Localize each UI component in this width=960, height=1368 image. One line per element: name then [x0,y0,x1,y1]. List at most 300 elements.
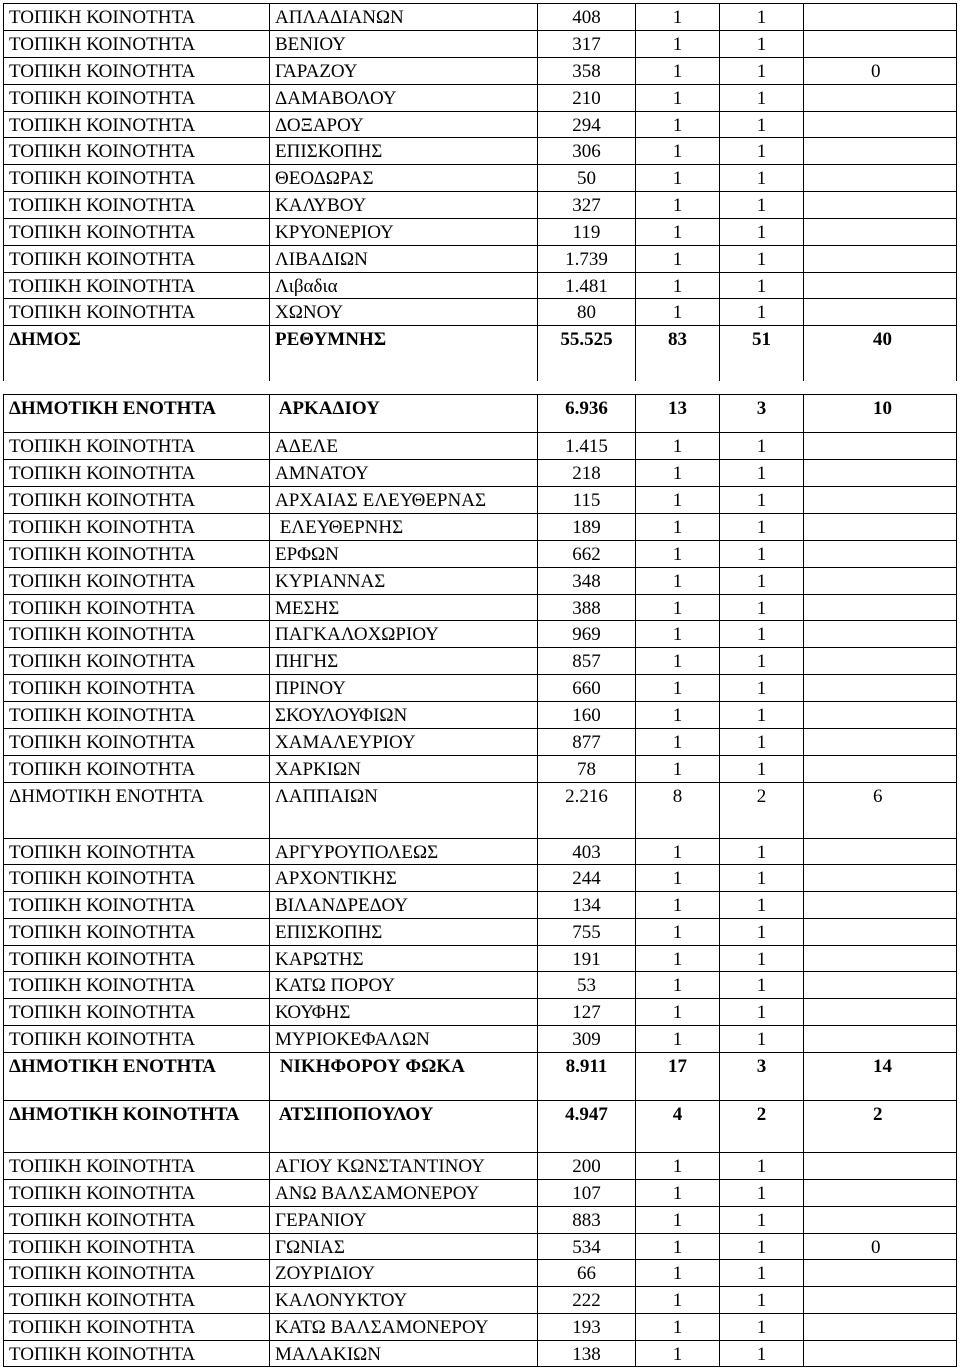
cell-value-b: 1 [720,729,804,755]
cell-type: ΤΟΠΙΚΗ ΚΟΙΝΟΤΗΤΑ [3,299,270,325]
cell-name: ΔΟΞΑΡΟΥ [270,112,538,138]
cell-name: ΓΑΡΑΖΟΥ [270,58,538,84]
cell-value-c: 14 [804,1053,957,1100]
cell-value-c: 0 [804,1234,957,1260]
cell-type: ΔΗΜΟΤΙΚΗ ΕΝΟΤΗΤΑ [3,1053,270,1100]
cell-value-b: 1 [720,1314,804,1340]
cell-value-a: 1 [636,1341,720,1366]
table-row [3,838,957,865]
cell-value-a: 1 [636,514,720,540]
table-row [3,513,957,540]
cell-type: ΤΟΠΙΚΗ ΚΟΙΝΟΤΗΤΑ [3,648,270,674]
cell-value-b: 3 [720,395,804,432]
cell-population: 138 [538,1341,636,1366]
cell-name: ΕΡΦΩΝ [270,541,538,567]
table-row [3,1100,957,1152]
cell-value-a: 1 [636,839,720,865]
cell-value-c: 0 [804,58,957,84]
cell-type: ΤΟΠΙΚΗ ΚΟΙΝΟΤΗΤΑ [3,1287,270,1313]
cell-population: 244 [538,865,636,891]
table-row [3,864,957,891]
cell-value-c [804,433,957,459]
table-row [3,594,957,621]
cell-name: ΡΕΘΥΜΝΗΣ [270,326,538,381]
cell-value-b: 1 [720,568,804,594]
cell-value-a: 1 [636,675,720,701]
table-row [3,1286,957,1313]
cell-value-a: 1 [636,112,720,138]
cell-population: 348 [538,568,636,594]
table-row [3,1052,957,1100]
cell-name: ΧΑΡΚΙΩΝ [270,756,538,782]
cell-value-a: 1 [636,1180,720,1206]
cell-value-a: 4 [636,1101,720,1152]
table-row [3,218,957,245]
cell-value-c [804,1026,957,1052]
cell-type: ΤΟΠΙΚΗ ΚΟΙΝΟΤΗΤΑ [3,1341,270,1366]
cell-population: 857 [538,648,636,674]
cell-type: ΤΟΠΙΚΗ ΚΟΙΝΟΤΗΤΑ [3,192,270,218]
table-row [3,459,957,486]
cell-type: ΔΗΜΟΤΙΚΗ ΚΟΙΝΟΤΗΤΑ [3,1101,270,1152]
table-row [3,782,957,838]
cell-type: ΤΟΠΙΚΗ ΚΟΙΝΟΤΗΤΑ [3,972,270,998]
cell-population: 4.947 [538,1101,636,1152]
cell-value-c [804,85,957,111]
cell-value-a: 1 [636,648,720,674]
cell-value-b: 1 [720,433,804,459]
cell-value-c [804,756,957,782]
cell-value-b: 1 [720,946,804,972]
cell-name: ΔΑΜΑΒΟΛΟΥ [270,85,538,111]
cell-type: ΤΟΠΙΚΗ ΚΟΙΝΟΤΗΤΑ [3,999,270,1025]
cell-value-b: 1 [720,541,804,567]
cell-type: ΤΟΠΙΚΗ ΚΟΙΝΟΤΗΤΑ [3,568,270,594]
cell-type: ΤΟΠΙΚΗ ΚΟΙΝΟΤΗΤΑ [3,4,270,30]
cell-value-c [804,487,957,513]
table-row [3,298,957,325]
cell-value-c [804,892,957,918]
cell-value-a: 1 [636,219,720,245]
cell-population: 327 [538,192,636,218]
cell-population: 189 [538,514,636,540]
cell-value-c: 6 [804,783,957,838]
cell-value-a: 1 [636,1287,720,1313]
cell-value-a: 1 [636,1153,720,1179]
cell-name: ΒΕΝΙΟΥ [270,31,538,57]
cell-value-c [804,729,957,755]
cell-value-a: 1 [636,541,720,567]
cell-value-a: 1 [636,4,720,30]
cell-population: 358 [538,58,636,84]
table-row [3,191,957,218]
cell-value-c [804,675,957,701]
cell-population: 119 [538,219,636,245]
cell-type: ΤΟΠΙΚΗ ΚΟΙΝΟΤΗΤΑ [3,31,270,57]
cell-value-a: 1 [636,1207,720,1233]
cell-value-c [804,112,957,138]
cell-population: 66 [538,1260,636,1286]
cell-name: ΠΡΙΝΟΥ [270,675,538,701]
cell-name: ΚΟΥΦΗΣ [270,999,538,1025]
cell-value-a: 1 [636,246,720,272]
cell-value-b: 1 [720,1341,804,1366]
table-row [3,1259,957,1286]
cell-name: ΝΙΚΗΦΟΡΟΥ ΦΩΚΑ [270,1053,538,1100]
cell-value-a: 13 [636,395,720,432]
cell-value-b: 1 [720,165,804,191]
cell-name: ΓΕΡΑΝΙΟΥ [270,1207,538,1233]
cell-name: ΣΚΟΥΛΟΥΦΙΩΝ [270,702,538,728]
cell-value-b: 1 [720,1287,804,1313]
cell-name: ΜΕΣΗΣ [270,595,538,621]
table-row [3,728,957,755]
cell-value-b: 1 [720,4,804,30]
cell-value-a: 1 [636,702,720,728]
cell-type: ΔΗΜΟΣ [3,326,270,381]
table-row [3,137,957,164]
cell-type: ΤΟΠΙΚΗ ΚΟΙΝΟΤΗΤΑ [3,246,270,272]
cell-population: 755 [538,919,636,945]
cell-type: ΤΟΠΙΚΗ ΚΟΙΝΟΤΗΤΑ [3,487,270,513]
cell-value-b: 1 [720,1207,804,1233]
cell-value-c [804,865,957,891]
table-row [3,432,957,459]
cell-value-b: 1 [720,865,804,891]
table-row [3,674,957,701]
cell-value-a: 1 [636,999,720,1025]
cell-name: ΛΙΒΑΔΙΩΝ [270,246,538,272]
cell-name: ΘΕΟΔΩΡΑΣ [270,165,538,191]
table-row [3,998,957,1025]
table-row [3,1206,957,1233]
cell-name: ΑΔΕΛΕ [270,433,538,459]
cell-value-b: 1 [720,273,804,299]
cell-value-a: 1 [636,487,720,513]
cell-value-c: 40 [804,326,957,381]
cell-name: ΧΑΜΑΛΕΥΡΙΟΥ [270,729,538,755]
cell-type: ΤΟΠΙΚΗ ΚΟΙΝΟΤΗΤΑ [3,1207,270,1233]
cell-value-b: 1 [720,58,804,84]
cell-population: 388 [538,595,636,621]
cell-value-c: 2 [804,1101,957,1152]
cell-type: ΤΟΠΙΚΗ ΚΟΙΝΟΤΗΤΑ [3,138,270,164]
cell-name: ΚΡΥΟΝΕΡΙΟΥ [270,219,538,245]
cell-value-a: 1 [636,299,720,325]
table-row [3,84,957,111]
cell-value-b: 1 [720,756,804,782]
cell-type: ΤΟΠΙΚΗ ΚΟΙΝΟΤΗΤΑ [3,702,270,728]
cell-type: ΤΟΠΙΚΗ ΚΟΙΝΟΤΗΤΑ [3,621,270,647]
cell-value-c [804,1153,957,1179]
cell-type: ΤΟΠΙΚΗ ΚΟΙΝΟΤΗΤΑ [3,219,270,245]
cell-value-b: 1 [720,112,804,138]
table-row [3,755,957,782]
table-row [3,325,957,381]
cell-value-c [804,1341,957,1366]
cell-value-b: 1 [720,919,804,945]
cell-population: 6.936 [538,395,636,432]
cell-value-a: 1 [636,621,720,647]
cell-value-b: 2 [720,783,804,838]
cell-value-b: 1 [720,31,804,57]
cell-value-a: 1 [636,433,720,459]
cell-value-c [804,702,957,728]
cell-population: 160 [538,702,636,728]
table-row [3,1152,957,1179]
cell-type: ΤΟΠΙΚΗ ΚΟΙΝΟΤΗΤΑ [3,273,270,299]
cell-value-c: 10 [804,395,957,432]
cell-value-c [804,972,957,998]
cell-value-a: 8 [636,783,720,838]
cell-type: ΤΟΠΙΚΗ ΚΟΙΝΟΤΗΤΑ [3,595,270,621]
cell-value-b: 3 [720,1053,804,1100]
cell-value-b: 1 [720,1153,804,1179]
cell-value-b: 1 [720,892,804,918]
cell-population: 53 [538,972,636,998]
table-row [3,111,957,138]
cell-name: ΕΠΙΣΚΟΠΗΣ [270,919,538,945]
cell-name: ΠΗΓΗΣ [270,648,538,674]
cell-name: ΑΤΣΙΠΟΠΟΥΛΟΥ [270,1101,538,1152]
cell-population: 134 [538,892,636,918]
cell-value-b: 1 [720,1026,804,1052]
table-row [3,1025,957,1052]
cell-population: 662 [538,541,636,567]
cell-name: ΑΠΛΑΔΙΑΝΩΝ [270,4,538,30]
cell-type: ΤΟΠΙΚΗ ΚΟΙΝΟΤΗΤΑ [3,839,270,865]
cell-type: ΤΟΠΙΚΗ ΚΟΙΝΟΤΗΤΑ [3,514,270,540]
cell-value-b: 1 [720,460,804,486]
cell-type: ΤΟΠΙΚΗ ΚΟΙΝΟΤΗΤΑ [3,865,270,891]
cell-name: ΜΥΡΙΟΚΕΦΑΛΩΝ [270,1026,538,1052]
cell-name: ΓΩΝΙΑΣ [270,1234,538,1260]
cell-population: 200 [538,1153,636,1179]
cell-type: ΤΟΠΙΚΗ ΚΟΙΝΟΤΗΤΑ [3,1314,270,1340]
cell-name: ΛΑΠΠΑΙΩΝ [270,783,538,838]
cell-value-b: 1 [720,85,804,111]
cell-population: 883 [538,1207,636,1233]
cell-population: 80 [538,299,636,325]
cell-value-c [804,1180,957,1206]
cell-name: ΚΑΛΟΝΥΚΤΟΥ [270,1287,538,1313]
cell-value-b: 1 [720,595,804,621]
cell-name: ΕΛΕΥΘΕΡΝΗΣ [270,514,538,540]
cell-value-b: 1 [720,1260,804,1286]
cell-name: ΚΑΤΩ ΠΟΡΟΥ [270,972,538,998]
cell-value-b: 1 [720,648,804,674]
cell-population: 107 [538,1180,636,1206]
table-row [3,1233,957,1260]
cell-population: 534 [538,1234,636,1260]
cell-type: ΤΟΠΙΚΗ ΚΟΙΝΟΤΗΤΑ [3,1260,270,1286]
cell-name: ΚΑΤΩ ΒΑΛΣΑΜΟΝΕΡΟΥ [270,1314,538,1340]
cell-name: ΚΑΡΩΤΗΣ [270,946,538,972]
cell-name: ΖΟΥΡΙΔΙΟΥ [270,1260,538,1286]
cell-value-b: 1 [720,675,804,701]
cell-population: 309 [538,1026,636,1052]
cell-value-c [804,621,957,647]
cell-type: ΤΟΠΙΚΗ ΚΟΙΝΟΤΗΤΑ [3,460,270,486]
cell-value-a: 1 [636,892,720,918]
table-row [3,1313,957,1340]
cell-value-a: 1 [636,165,720,191]
cell-value-b: 1 [720,1180,804,1206]
cell-name: ΑΜΝΑΤΟΥ [270,460,538,486]
cell-population: 969 [538,621,636,647]
cell-name: ΑΓΙΟΥ ΚΩΝΣΤΑΝΤΙΝΟΥ [270,1153,538,1179]
cell-value-a: 1 [636,595,720,621]
cell-value-c [804,299,957,325]
cell-value-c [804,946,957,972]
cell-value-a: 1 [636,1314,720,1340]
cell-value-b: 1 [720,514,804,540]
cell-value-b: 1 [720,839,804,865]
cell-value-b: 1 [720,1234,804,1260]
table-row [3,1179,957,1206]
table-row [3,394,957,432]
cell-value-b: 1 [720,138,804,164]
table-row [3,891,957,918]
cell-type: ΤΟΠΙΚΗ ΚΟΙΝΟΤΗΤΑ [3,946,270,972]
table-row [3,486,957,513]
cell-type: ΤΟΠΙΚΗ ΚΟΙΝΟΤΗΤΑ [3,919,270,945]
cell-population: 1.739 [538,246,636,272]
cell-population: 660 [538,675,636,701]
cell-value-c [804,273,957,299]
cell-type: ΤΟΠΙΚΗ ΚΟΙΝΟΤΗΤΑ [3,1234,270,1260]
cell-value-a: 83 [636,326,720,381]
cell-value-b: 1 [720,487,804,513]
table-row [3,918,957,945]
cell-name: ΜΑΛΑΚΙΩΝ [270,1341,538,1366]
cell-population: 222 [538,1287,636,1313]
cell-population: 193 [538,1314,636,1340]
cell-value-a: 1 [636,1026,720,1052]
table-row [3,30,957,57]
table-row [3,620,957,647]
table-row [3,3,957,30]
cell-value-c [804,999,957,1025]
cell-population: 210 [538,85,636,111]
table-row [3,647,957,674]
cell-type: ΤΟΠΙΚΗ ΚΟΙΝΟΤΗΤΑ [3,165,270,191]
cell-type: ΔΗΜΟΤΙΚΗ ΕΝΟΤΗΤΑ [3,395,270,432]
cell-type: ΤΟΠΙΚΗ ΚΟΙΝΟΤΗΤΑ [3,729,270,755]
cell-value-a: 1 [636,1234,720,1260]
cell-value-b: 1 [720,621,804,647]
cell-name: ΑΡΚΑΔΙΟΥ [270,395,538,432]
cell-name: ΑΝΩ ΒΑΛΣΑΜΟΝΕΡΟΥ [270,1180,538,1206]
cell-value-a: 1 [636,273,720,299]
cell-value-a: 17 [636,1053,720,1100]
cell-value-c [804,246,957,272]
cell-value-c [804,919,957,945]
cell-value-a: 1 [636,31,720,57]
cell-value-a: 1 [636,192,720,218]
cell-type: ΤΟΠΙΚΗ ΚΟΙΝΟΤΗΤΑ [3,85,270,111]
cell-type: ΤΟΠΙΚΗ ΚΟΙΝΟΤΗΤΑ [3,1180,270,1206]
cell-value-a: 1 [636,946,720,972]
table-row [3,567,957,594]
cell-name: Λιβαδια [270,273,538,299]
cell-value-b: 1 [720,972,804,998]
cell-type: ΤΟΠΙΚΗ ΚΟΙΝΟΤΗΤΑ [3,675,270,701]
cell-name: ΒΙΛΑΝΔΡΕΔΟΥ [270,892,538,918]
cell-value-c [804,192,957,218]
table-row [3,971,957,998]
cell-type: ΤΟΠΙΚΗ ΚΟΙΝΟΤΗΤΑ [3,1153,270,1179]
cell-type: ΔΗΜΟΤΙΚΗ ΕΝΟΤΗΤΑ [3,783,270,838]
cell-value-c [804,31,957,57]
cell-value-b: 1 [720,999,804,1025]
cell-value-a: 1 [636,85,720,111]
cell-name: ΧΩΝΟΥ [270,299,538,325]
cell-value-a: 1 [636,972,720,998]
cell-name: ΕΠΙΣΚΟΠΗΣ [270,138,538,164]
cell-population: 78 [538,756,636,782]
cell-type: ΤΟΠΙΚΗ ΚΟΙΝΟΤΗΤΑ [3,892,270,918]
cell-value-a: 1 [636,1260,720,1286]
cell-value-b: 1 [720,702,804,728]
cell-type: ΤΟΠΙΚΗ ΚΟΙΝΟΤΗΤΑ [3,541,270,567]
cell-value-c [804,568,957,594]
cell-population: 403 [538,839,636,865]
cell-population: 127 [538,999,636,1025]
cell-type: ΤΟΠΙΚΗ ΚΟΙΝΟΤΗΤΑ [3,1026,270,1052]
cell-value-c [804,541,957,567]
cell-value-a: 1 [636,58,720,84]
cell-value-c [804,219,957,245]
cell-population: 2.216 [538,783,636,838]
cell-population: 408 [538,4,636,30]
cell-type: ΤΟΠΙΚΗ ΚΟΙΝΟΤΗΤΑ [3,112,270,138]
cell-population: 1.415 [538,433,636,459]
cell-name: ΑΡΓΥΡΟΥΠΟΛΕΩΣ [270,839,538,865]
cell-value-a: 1 [636,865,720,891]
table-row [3,540,957,567]
cell-value-b: 1 [720,192,804,218]
cell-value-b: 2 [720,1101,804,1152]
cell-type: ΤΟΠΙΚΗ ΚΟΙΝΟΤΗΤΑ [3,58,270,84]
cell-name: ΚΥΡΙΑΝΝΑΣ [270,568,538,594]
cell-value-a: 1 [636,919,720,945]
cell-value-c [804,138,957,164]
cell-type: ΤΟΠΙΚΗ ΚΟΙΝΟΤΗΤΑ [3,433,270,459]
cell-value-c [804,1314,957,1340]
cell-value-a: 1 [636,138,720,164]
cell-value-b: 1 [720,299,804,325]
table-row [3,701,957,728]
table-row [3,57,957,84]
cell-population: 55.525 [538,326,636,381]
cell-name: ΑΡΧΑΙΑΣ ΕΛΕΥΘΕΡΝΑΣ [270,487,538,513]
cell-value-a: 1 [636,756,720,782]
cell-population: 218 [538,460,636,486]
cell-value-c [804,839,957,865]
cell-name: ΑΡΧΟΝΤΙΚΗΣ [270,865,538,891]
cell-value-b: 1 [720,246,804,272]
cell-value-c [804,1260,957,1286]
cell-population: 8.911 [538,1053,636,1100]
cell-name: ΠΑΓΚΑΛΟΧΩΡΙΟΥ [270,621,538,647]
table-row [3,245,957,272]
table-row [3,1340,957,1367]
cell-population: 115 [538,487,636,513]
cell-population: 317 [538,31,636,57]
table-row [3,164,957,191]
cell-value-b: 51 [720,326,804,381]
